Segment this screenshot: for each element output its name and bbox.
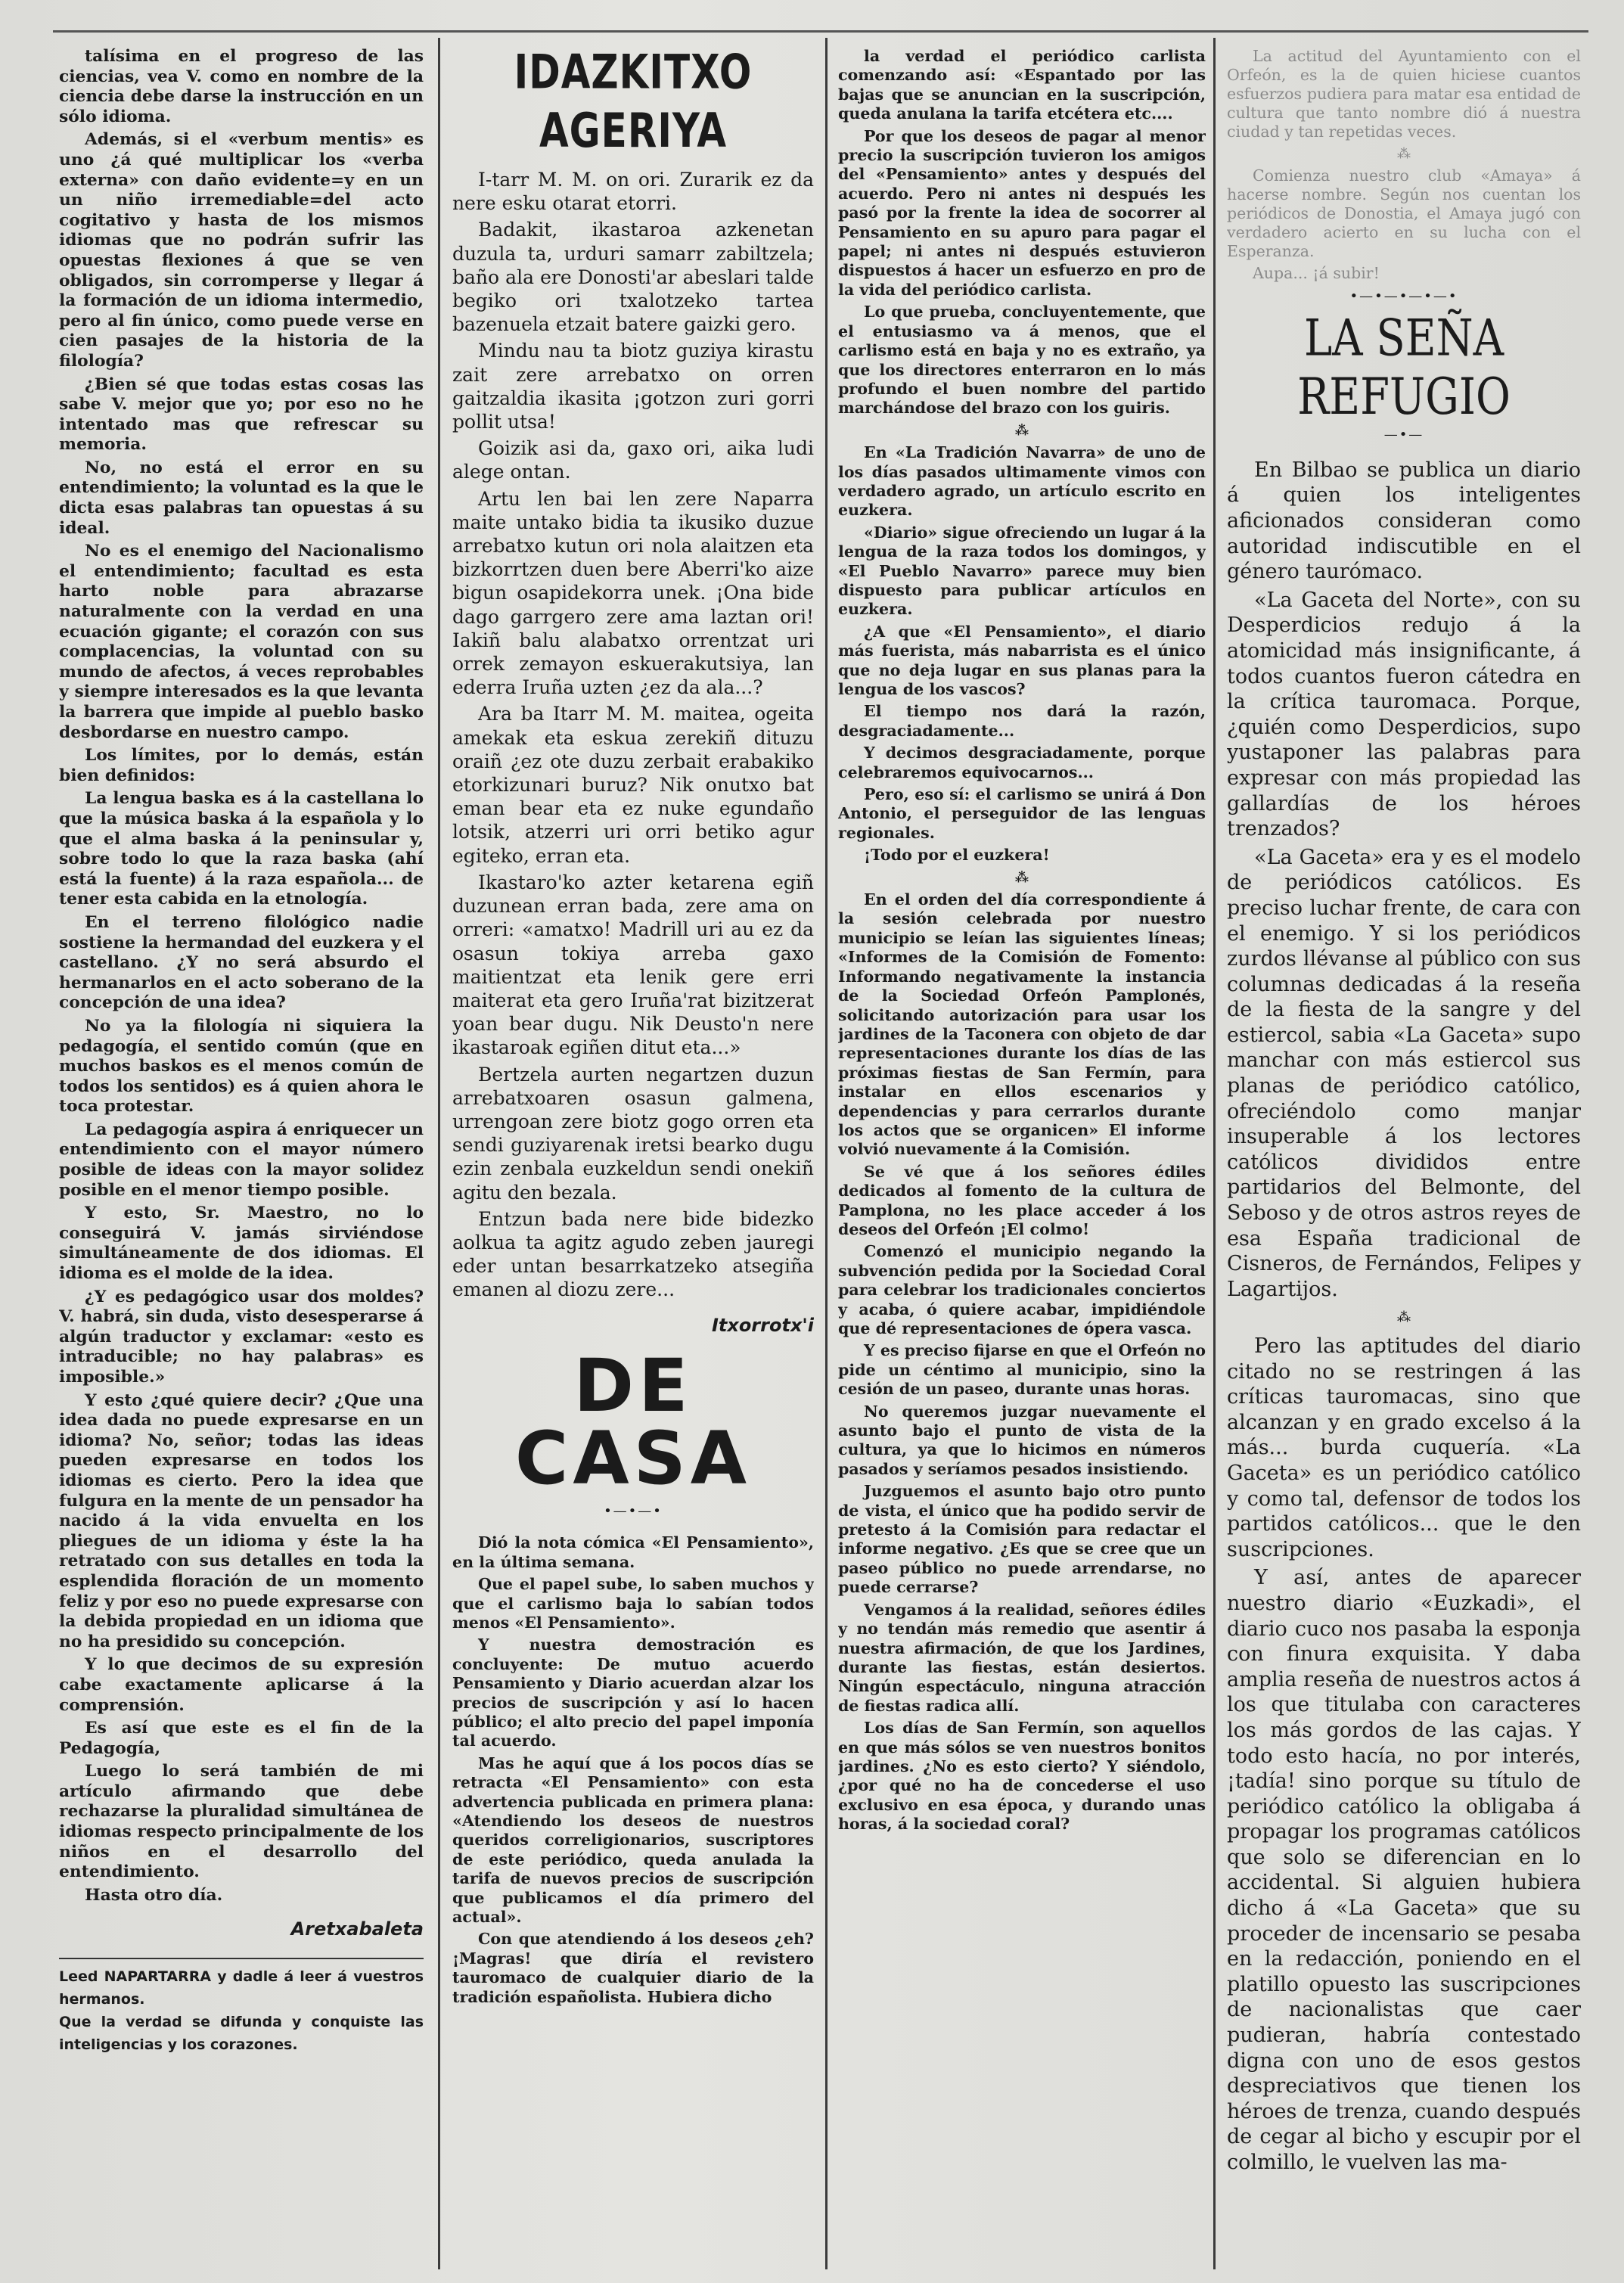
heading-idazkitxo-ageriya: IDAZKITXO AGERIYA — [514, 47, 753, 158]
column-4 — [1227, 47, 1581, 2263]
c1p-paragraph-8: En el terreno filológico nadie sostiene la hermandad del euzkera y el castellano. ¿Y no será absurdo el hermanarlos en el acto soberano de la concepción de una idea? — [59, 912, 424, 1013]
c3p-paragraph-5: En «La Tradición Navarra» de uno de los días pasados ultimamente vimos con verdadero agrado, un artículo escrito en euzkera. — [838, 443, 1206, 520]
c1p-paragraph-2: Además, si el «verbum mentis» es uno ¿á qué multiplicar los «verba externa» con daño evidente=y en un un niño irremediable=del acto cogitativo y hasta de los mismos idiomas que no podrán sufrir las opuestas flexiones á que se ven obligados, sin corromperse y llegar á la formación de un idioma intermedio, pero al fin único, como puede verse en cien pasajes de la historia de la filología? — [59, 130, 424, 371]
c2p-paragraph-7: Ikastaro'ko azter ketarena egiñ duzunean erran bada, zere ama on orreri: «amatxo! Madrill uri au ez da osasun tokiya arreba gaxo maitientzat eta lenik gere erri maiterat eta gero Iruña'rat bizitzerat yoan bear dugu. Nik Deusto'n nere ikastaroak egiñen ditut eta...» — [452, 871, 814, 1059]
c3p-paragraph-19: Vengamos á la realidad, señores édiles y no tendán más remedio que asentir á nuestra afirmación, de que los Jardines, durante las fiestas, están desiertos. Ningún espectáculo, ninguna atracción de fiestas radica allí. — [838, 1600, 1206, 1715]
column-2 — [452, 47, 814, 2263]
c3p-paragraph-11: ¡Todo por el euzkera! — [864, 846, 1050, 865]
c3p-paragraph-14: Se vé que á los señores édiles dedicados al fomento de la cultura de Pamplona, no les place acceder á los deseos del Orfeón ¡El colmo! — [838, 1162, 1206, 1238]
c2p-paragraph-5: Artu len bai len zere Naparra maite untako bidia ta ikusiko duzue arrebatxo kutun ori nola alaitzen eta bizkorrtzen duen bere Aberri'ko aize bigun osapidekorra unek. ¡Ona bide dago garrgero zere ama laztan ori! Iakiñ balu alabatxo orrentzat uri orrek zemayon eskuerakutsiya, lan ederra Iruña uzten ¿ez da ala...? — [452, 487, 814, 699]
c4p-paragraph-4: ⁂ — [1397, 1309, 1411, 1326]
c3p-paragraph-8: El tiempo nos dará la razón, desgraciadamente... — [838, 702, 1206, 740]
c4p-paragraph-2: «La Gaceta del Norte», con su Desperdicios redujo á la atomicidad más insignificante, á todos cuantos fueron cátedra en la crítica tauromaca. Porque, ¿quién como Desperdicios, supo yustaponer las palabras para expresar con más propiedad las gallardías de los héroes trenzados? — [1227, 588, 1581, 841]
c1p-paragraph-16: Luego lo será también de mi artículo afirmando que debe rechazarse la pluralidad simultánea de idiomas respecto principalmente de los niños en el desarrollo del entendimiento. — [59, 1762, 424, 1882]
c1p-paragraph-3: ¿Bien sé que todas estas cosas las sabe V. mejor que yo; por eso no he intentado mas que refrescar su memoria. — [59, 374, 424, 455]
c2p-paragraph-6: Ara ba Itarr M. M. maitea, ogeita amekak eta eskua zerekiñ dituzu oraiñ ¿ez ote duzu zerbait erabakiko etorkizunari buruz? Nik onutxo bat eman bear eta ez nuke egundaño lotsik, atzerri uri orri betiko agur egiteko, erran eta. — [452, 703, 814, 867]
ornament-divider-2: •—•—•—•—• — [1349, 288, 1458, 304]
de-casa-paragraphs — [452, 1533, 814, 2007]
column-4-top-notes — [1227, 47, 1581, 283]
c2p-paragraph-8: Bertzela aurten negartzen duzun arrebatxoaren osasun galmena, urrengoan zere biotz gogo orren eta sendi guziyarenak iretsi bearko dugu ezin zenbala euzkeldun sendi onekiñ agitu den bezala. — [452, 1063, 814, 1204]
c4top-paragraph-3: Comienza nuestro club «Amaya» á hacerse nombre. Según nos cuentan los periódicos de Donostia, el Amaya jugó con verdadero acierto en su lucha con el Esperanza. — [1227, 166, 1581, 260]
c4p-paragraph-1: En Bilbao se publica un diario á quien los inteligentes aficionados consideran como autoridad indiscutible en el género taurómaco. — [1227, 458, 1581, 584]
c3p-paragraph-1: la verdad el periódico carlista comenzando así: «Espantado por las bajas que se anuncian en la suscripción, queda anulana la tarifa etcétera etc.... — [838, 47, 1206, 123]
signature-aretxabaleta: Aretxabaleta — [290, 1918, 424, 1940]
column-3-paragraphs — [838, 47, 1206, 1834]
c4top-paragraph-1: La actitud del Ayuntamiento con el Orfeón, es la de quien hiciese cuantos esfuerzos pudiera para matar esa entidad de cultura que tanto nombre dió á nuestra ciudad y tan repetidas veces. — [1227, 47, 1581, 141]
c2p2-paragraph-2: Que el papel sube, lo saben muchos y que el carlismo baja lo sabían todos menos «El Pensamiento». — [452, 1575, 814, 1632]
c1p-paragraph-17: Hasta otro día. — [85, 1885, 223, 1905]
c4top-paragraph-4: Aupa... ¡á subir! — [1253, 264, 1380, 282]
column-rule-3 — [1213, 38, 1216, 2269]
column-2-paragraphs — [452, 168, 814, 1302]
c3p-paragraph-17: No queremos juzgar nuevamente el asunto bajo el punto de vista de la cultura, ya que lo hicimos en números pasados y seríamos pesados insistiendo. — [838, 1402, 1206, 1478]
ornament-small: —•— — [1383, 427, 1424, 443]
c1p-paragraph-15: Es así que este es el fin de la Pedagogía, — [59, 1719, 424, 1758]
c3p-paragraph-6: «Diario» sigue ofreciendo un lugar á la lengua de la raza todos los domingos, y «El Pueblo Navarro» parece muy bien dispuesto para publicar artículos en euzkera. — [838, 523, 1206, 619]
c4p-paragraph-6: Y así, antes de aparecer nuestro diario «Euzkadi», el diario cuco nos pasaba la esponja con finura exquisita. Y daba amplia reseña de nuestros actos á los que titulaba con caracteres los más gordos de las cajas. Y todo esto hacía, no por interés, ¡tadía! sino porque su título de periódico católico la obligaba á propagar los programas católicos que solo se diferencian en lo accidental. Si alguien hubiera dicho á «La Gaceta» que su proceder de incensario se pesaba en la redacción, poniendo en el platillo opuesto las suscripciones de nacionalistas que caer pudieran, habría contestado digna con uno de esos gestos despreciativos que tienen los héroes de trenza, cuando después de cegar al bicho y escupir por el colmillo, le vuelven las ma- — [1227, 1566, 1581, 2174]
c3p-paragraph-10: Pero, eso sí: el carlismo se unirá á Don Antonio, el perseguidor de las lenguas regionales. — [838, 785, 1206, 842]
c3p-paragraph-15: Comenzó el municipio negando la subvención pedida por la Sociedad Coral para celebrar los tradicionales conciertos y acaba, ó quiere acabar, impidiéndole que dé representaciones de ópera vasca. — [838, 1242, 1206, 1337]
c1p-paragraph-14: Y lo que decimos de su expresión cabe exactamente aplicarse á la comprensión. — [59, 1655, 424, 1715]
c1p-paragraph-4: No, no está el error en su entendimiento; la voluntad es la que le dicta esas palabras tan opuestas á su ideal. — [59, 458, 424, 538]
promo-box — [59, 1958, 424, 2056]
c2p-paragraph-2: Badakit, ikastaroa azkenetan duzula ta, urduri samarr zabiltzela; baño ala ere Donosti'ar abeslari talde begiko ori txalotzeko tartea bazenuela etzait batere gaizki gero. — [452, 219, 814, 336]
c1p-paragraph-12: ¿Y es pedagógico usar dos moldes? V. habrá, sin duda, visto desesperarse á algún traductor y exclamar: «esto es intraducible; no hay palabras» es imposible.» — [59, 1287, 424, 1387]
ornament-divider: •—•—• — [604, 1502, 663, 1519]
c3p-paragraph-4: ⁂ — [1014, 422, 1029, 439]
c1p-paragraph-9: No ya la filología ni siquiera la pedagogía, el sentido común (que en muchos baskos es el menos común de todos los sentidos) es á quien ahora le toca protestar. — [59, 1016, 424, 1117]
c3p-paragraph-13: En el orden del día correspondiente á la sesión celebrada por nuestro municipio se leían las siguientes líneas; «Informes de la Comisión de Fomento: Informando negativamente la instancia de la Sociedad Orfeón Pamplonés, solicitando autorización para usar los jardines de la Taconera con objeto de dar representaciones durante los días de las próximas fiestas de San Fermín, para instalar en ellos escenarios y dependencias y para cerrarlos durante los actos que se organicen» El informe volvió nuevamente á la Comisión. — [838, 890, 1206, 1159]
c3p-paragraph-2: Por que los deseos de pagar al menor precio la suscripción tuvieron los amigos del «Pensamiento» antes y después del acuerdo. Pero ni antes ni después les pasó por la frente la idea de socorrer al Pensamiento en su apuro para pagar el papel; ni antes ni después estuvieron dispuestos á hacer un esfuerzo en pro de la vida del periódico carlista. — [838, 126, 1206, 299]
c3p-paragraph-18: Juzguemos el asunto bajo otro punto de vista, el único que ha podido servir de pretesto á la Comisión para redactar el informe negativo. ¿Es que se cree que un paseo público no puede arrendarse, no puede cerrarse? — [838, 1482, 1206, 1597]
c3p-paragraph-20: Los días de San Fermín, son aquellos en que más sólos se ven nuestros bonitos jardines. ¿No es esto cierto? Y siéndolo, ¿por qué no ha de concederse el uso exclusivo en esa época, y durando unas horas, á la sociedad coral? — [838, 1719, 1206, 1834]
c2p2-paragraph-5: Con que atendiendo á los deseos ¿eh? ¡Magras! que diría el revistero tauromaco de cualquier diario de la tradición españolista. Hubiera dicho — [452, 1930, 814, 2006]
column-rule-1 — [438, 38, 440, 2269]
c3p-paragraph-16: Y es preciso fijarse en que el Orfeón no pide un céntimo al municipio, sino la cesión de un paseo, durante unas horas. — [838, 1341, 1206, 1399]
c3p-paragraph-3: Lo que prueba, concluyentemente, que el entusiasmo va á menos, que el carlismo está en baja y no es extraño, ya que los directores enterraron en lo más profundo el buen nombre del partido marchándose del brazo con los guiris. — [838, 303, 1206, 418]
column-3 — [838, 47, 1206, 2263]
heading-de-casa: DE CASA — [514, 1343, 752, 1501]
c4p-paragraph-5: Pero las aptitudes del diario citado no se restringen á las críticas tauromacas, sino que alcanzan y en grado excelso á la más... burda cuquería. «La Gaceta» es un periódico católico y como tal, defensor de todos los partidos católicos... que le den suscripciones. — [1227, 1334, 1581, 1561]
c2p-paragraph-4: Goizik asi da, gaxo ori, aika ludi alege ontan. — [452, 437, 814, 483]
c1p-paragraph-11: Y esto, Sr. Maestro, no lo conseguirá V. jamás sirviéndose simultáneamente de dos idiomas. El idioma es el molde de la idea. — [59, 1204, 424, 1284]
column-1 — [59, 47, 424, 2263]
c1p-paragraph-10: La pedagogía aspira á enriquecer un entendimiento con el mayor número posible de ideas con la mayor solidez posible en el menor tiempo posible. — [59, 1120, 424, 1200]
c3p-paragraph-12: ⁂ — [1014, 869, 1029, 886]
c1p-paragraph-1: talísima en el progreso de las ciencias, vea V. como en nombre de la ciencia debe darse la instrucción en un sólo idioma. — [59, 47, 424, 126]
c1p-paragraph-7: La lengua baska es á la castellana lo que la música baska á la española y lo que el alma baska á la peninsular y, sobre todo lo que la raza baska (ahí está la fuente) á la raza española... de tener esta cabida en la etnología. — [59, 789, 424, 909]
column-rule-2 — [825, 38, 828, 2269]
heading-la-sena-refugio: LA SEÑA REFUGIO — [1297, 309, 1511, 427]
column-1-paragraphs — [59, 47, 424, 1906]
c1p-paragraph-5: No es el enemigo del Nacionalismo el entendimiento; facultad es esta harto noble para abrazarse naturalmente con la verdad en una ecuación gigante; el corazón con sus complacencias, la voluntad con su mundo de afectos, á veces reprobables y siempre interesados es la que levanta la barrera que impide al pueblo basko desbordarse en nuestro campo. — [59, 542, 424, 742]
promo-line-1: Leed NAPARTARRA y dadle á leer á vuestros hermanos. — [59, 1968, 424, 2008]
signature-itxorrotxi: Itxorrotx'i — [711, 1314, 814, 1336]
c2p-paragraph-1: I-tarr M. M. on ori. Zurarik ez da nere esku otarat etorri. — [452, 169, 814, 215]
c4top-paragraph-2: ⁂ — [1397, 146, 1411, 162]
c2p-paragraph-3: Mindu nau ta biotz guziya kirastu zait zere arrebatxo on orren gaitzaldia ikasita ¡gotzon zuri gorri pollit utsa! — [452, 340, 814, 433]
top-rule — [53, 30, 1588, 33]
c1p-paragraph-13: Y esto ¿qué quiere decir? ¿Que una idea dada no puede expresarse en un idioma? No, señor; todas las ideas pueden expresarse en todos los idiomas es cierto. Pero la idea que fulgura en la mente de un pensador ha nacido á la vida envuelta en los pliegues de un idioma y éste la ha retratado con sus detalles en toda la esplendida floración de un momento feliz y por eso no puede expresarse con la debida propiedad en un idioma que no ha presidido su concepción. — [59, 1390, 424, 1651]
promo-line-2: Que la verdad se difunda y conquiste las inteligencias y los corazones. — [59, 2014, 424, 2054]
column-4-paragraphs — [1227, 458, 1581, 2176]
c4p-paragraph-3: «La Gaceta» era y es el modelo de periódicos católicos. Es preciso luchar frente, de cara con el enemigo. Y si los periódicos zurdos llévanse al público con sus columnas dedicadas á la reseña de la fiesta de la sangre y del estiercol, sabia «La Gaceta» supo manchar con más estiercol sus planas de periódico católico, ofreciéndolo como manjar insuperable á los lectores católicos divididos entre partidarios del Belmonte, del Seboso y de otros astros reyes de esa España tradicional de Cisneros, de Fernándos, Felipes y Lagartijos. — [1227, 845, 1581, 1301]
c2p2-paragraph-3: Y nuestra demostración es concluyente: De mutuo acuerdo Pensamiento y Diario acuerdan alzar los precios de suscripción y así lo hacen público; el alto precio del papel imponía tal acuerdo. — [452, 1635, 814, 1750]
c2p2-paragraph-1: Dió la nota cómica «El Pensamiento», en la última semana. — [452, 1533, 814, 1571]
c3p-paragraph-7: ¿A que «El Pensamiento», el diario más fuerista, más nabarrista es el único que no deja lugar en sus planas para la lengua de los vascos? — [838, 622, 1206, 698]
c1p-paragraph-6: Los límites, por lo demás, están bien definidos: — [59, 746, 424, 785]
c2p-paragraph-9: Entzun bada nere bide bidezko aolkua ta agitz agudo zeben jauregi eder untan besarrkatzeko atsegiña emanen al diozu zere... — [452, 1207, 814, 1301]
c2p2-paragraph-4: Mas he aquí que á los pocos días se retracta «El Pensamiento» con esta advertencia publicada en primera plana: «Atendiendo los deseos de nuestros queridos correligionarios, suscriptores de este periódico, queda anulada la tarifa de nuevos precios de suscripción que publicamos el día primero del actual». — [452, 1753, 814, 1927]
c3p-paragraph-9: Y decimos desgraciadamente, porque celebraremos equivocarnos... — [838, 744, 1206, 781]
